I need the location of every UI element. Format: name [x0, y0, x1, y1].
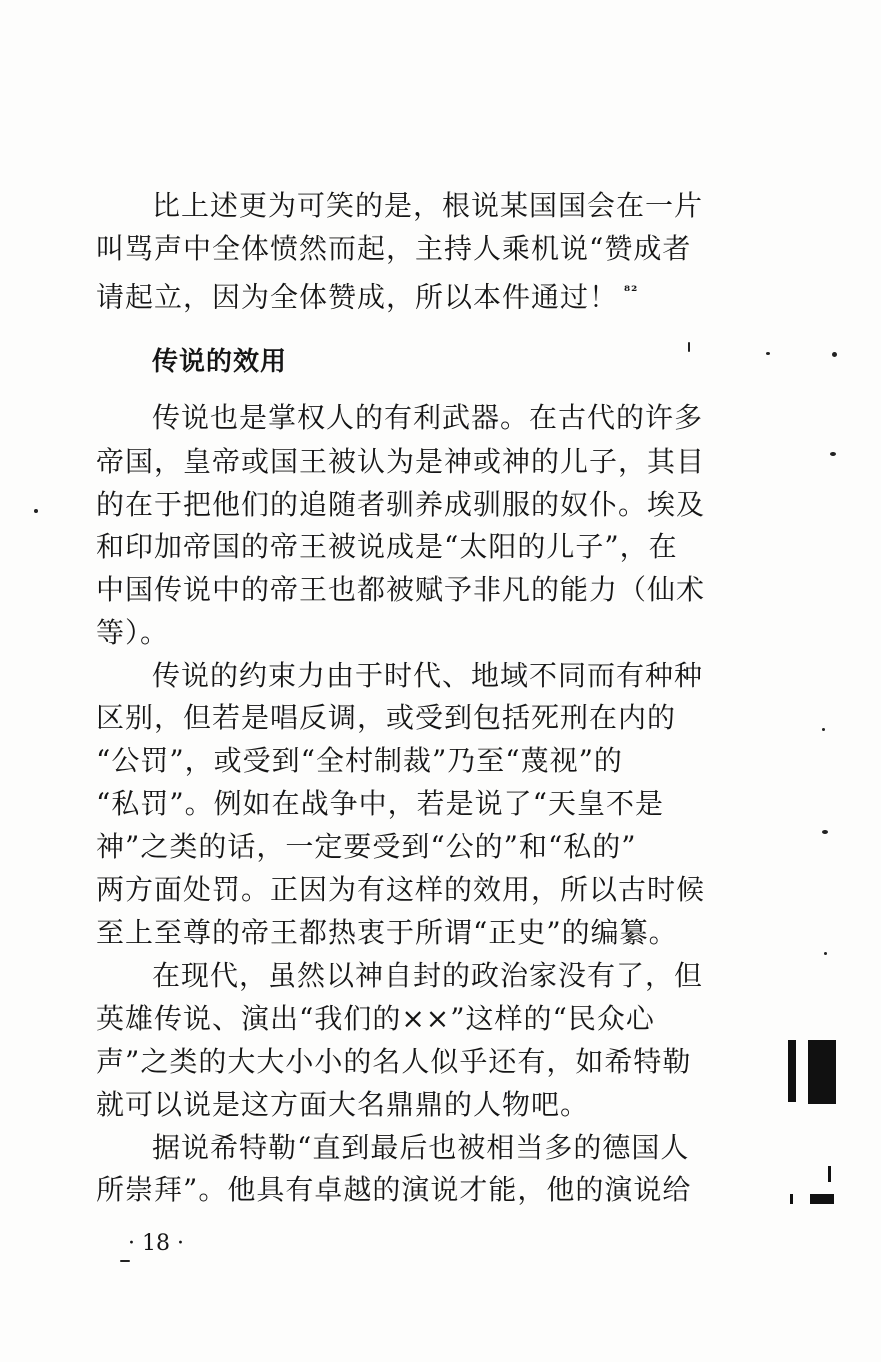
text-line: 等）。 [96, 616, 170, 649]
text-line: “公罚”，或受到“全村制裁”乃至“蔑视”的 [96, 744, 623, 777]
text-line: 帝国，皇帝或国王被认为是神或神的儿子，其目 [96, 445, 706, 478]
text-line: 两方面处罚。正因为有这样的效用，所以古时候 [96, 873, 706, 906]
text-line: 区别，但若是唱反调，或受到包括死刑在内的 [96, 701, 677, 734]
text-line-content: 请起立，因为全体赞成，所以本件通过！ [96, 280, 619, 314]
scan-speck [830, 452, 836, 456]
page-number: · 18 · [128, 1231, 184, 1256]
scan-artifact-bar [790, 1194, 793, 1204]
text-line [96, 272, 638, 312]
text-line: 叫骂声中全体愤然而起，主持人乘机说“赞成者 [96, 232, 692, 265]
scan-artifact-bar [828, 1166, 831, 1182]
scan-speck [832, 352, 837, 357]
scan-speck [822, 830, 828, 834]
scan-speck [822, 728, 825, 731]
text-line: 至上至尊的帝王都热衷于所谓“正史”的编纂。 [96, 916, 678, 949]
text-line: 和印加帝国的帝王被说成是“太阳的儿子”，在 [96, 530, 678, 563]
scan-artifact-block [808, 1040, 836, 1104]
scan-speck [766, 352, 770, 355]
footnote-marker: ⁸² [624, 284, 639, 300]
scan-speck [688, 342, 690, 352]
scan-speck [824, 952, 827, 955]
text-line: 神”之类的话，一定要受到“公的”和“私的” [96, 830, 637, 863]
text-line: 传说的约束力由于时代、地域不同而有种种 [152, 659, 704, 692]
text-line: 声”之类的大大小小的名人似乎还有，如希特勒 [96, 1045, 692, 1078]
text-line: 传说也是掌权人的有利武器。在古代的许多 [152, 401, 704, 434]
scan-speck [34, 509, 38, 513]
text-line: 英雄传说、演出“我们的××”这样的“民众心 [96, 1002, 655, 1035]
text-line: 比上述更为可笑的是，根说某国国会在一片 [152, 189, 704, 222]
scan-speck [120, 1260, 130, 1262]
text-line: 所崇拜”。他具有卓越的演说才能，他的演说给 [96, 1173, 692, 1206]
scan-artifact-bar [788, 1040, 796, 1102]
text-line: 中国传说中的帝王也都被赋予非凡的能力（仙术 [96, 573, 706, 606]
section-heading: 传说的效用 [152, 347, 288, 377]
text-line: 的在于把他们的追随者驯养成驯服的奴仆。埃及 [96, 488, 706, 521]
text-line: 据说希特勒“直到最后也被相当多的德国人 [152, 1131, 690, 1164]
text-line: “私罚”。例如在战争中，若是说了“天皇不是 [96, 787, 664, 820]
text-line: 在现代，虽然以神自封的政治家没有了，但 [152, 959, 704, 992]
scan-artifact-block [810, 1194, 834, 1204]
text-line: 就可以说是这方面大名鼎鼎的人物吧。 [96, 1088, 590, 1121]
